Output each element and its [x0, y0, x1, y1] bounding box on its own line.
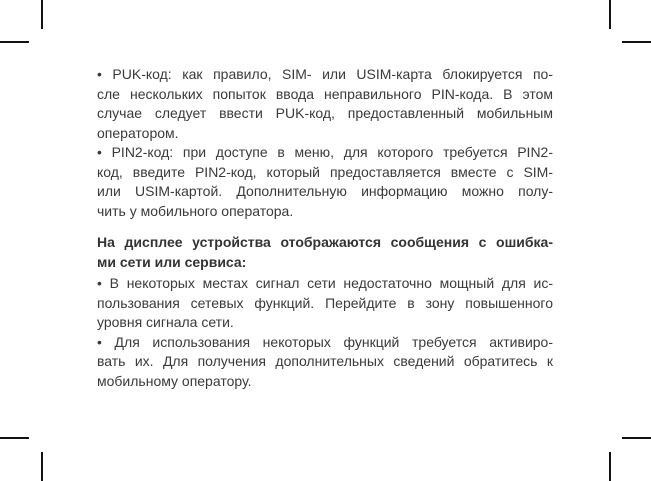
heading-line: ми сети или сервиса:: [97, 253, 247, 270]
text-line: мобильному оператору.: [97, 372, 252, 389]
crop-mark-top-right-horizontal: [622, 41, 651, 43]
text-line: пользования сетевых функций. Перейдите в зону повышенного: [97, 294, 553, 311]
text-line: код, введите PIN2-код, который предоставляется вместе с SIM-: [97, 163, 553, 180]
text-line: • Для использования некоторых функций требуется активиро-: [97, 333, 553, 350]
crop-mark-top-left-horizontal: [0, 41, 29, 43]
text-line: вать их. Для получения дополнительных сведений обратитесь к: [97, 353, 553, 369]
heading-line: На дисплее устройства отображаются сообщения с ошибка-: [97, 234, 553, 250]
text-line: сле нескольких попыток ввода неправильного PIN-кода. В этом: [97, 85, 553, 102]
text-line: • PIN2-код: при доступе в меню, для которого требуется PIN2-: [97, 144, 553, 160]
crop-mark-bottom-left-vertical: [41, 452, 43, 481]
text-line: оператором.: [97, 124, 179, 141]
crop-mark-bottom-right-horizontal: [622, 437, 651, 439]
text-line: • В некоторых местах сигнал сети недостаточно мощный для ис-: [97, 275, 553, 291]
text-line: случае следует ввести PUK-код, предоставленный мобильным: [97, 105, 553, 121]
crop-mark-top-left-vertical: [41, 0, 43, 29]
text-line: чить у мобильного оператора.: [97, 202, 294, 219]
crop-mark-top-right-vertical: [609, 0, 611, 29]
crop-mark-bottom-left-horizontal: [0, 437, 29, 439]
text-line: • PUK-код: как правило, SIM- или USIM-карта блокируется по-: [97, 66, 553, 82]
puk-code-paragraph: [97, 65, 553, 143]
network-errors-heading: [97, 233, 553, 272]
weak-signal-paragraph: [97, 274, 553, 333]
pin2-code-paragraph: [97, 143, 553, 221]
page-text-column: [97, 65, 553, 391]
text-line: уровня сигнала сети.: [97, 314, 234, 330]
crop-mark-bottom-right-vertical: [609, 452, 611, 481]
feature-activation-paragraph: [97, 333, 553, 392]
text-line: или USIM-картой. Дополнительную информацию можно полу-: [97, 183, 553, 199]
